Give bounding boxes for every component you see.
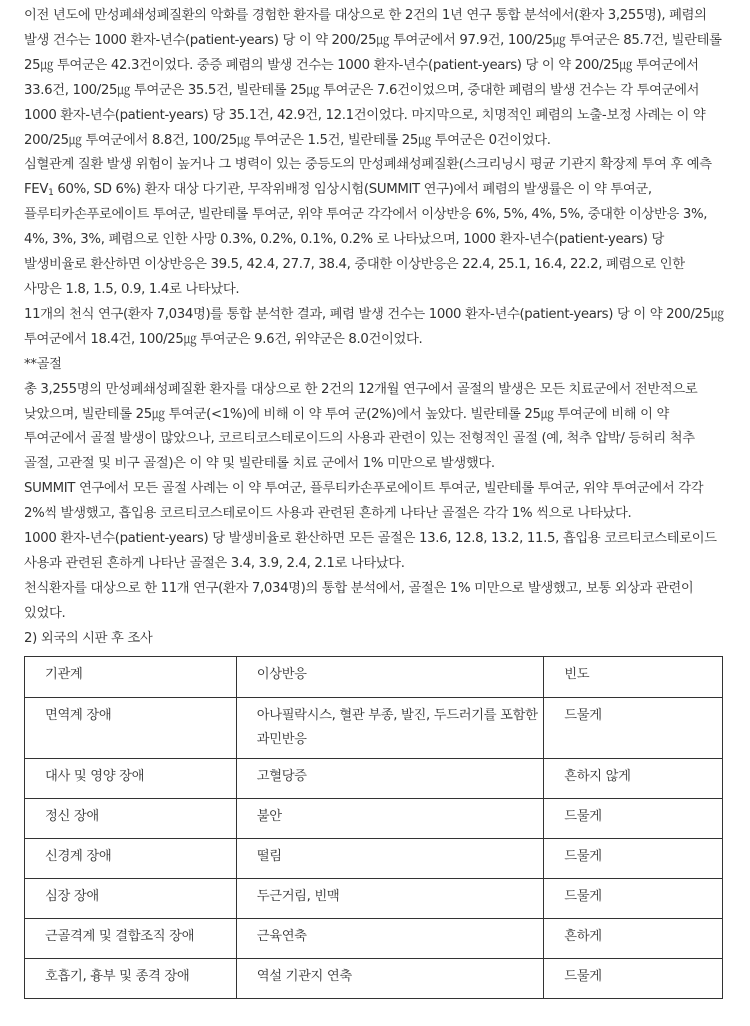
- table-row: [25, 838, 723, 878]
- fracture-heading: **골절: [24, 356, 62, 372]
- cell-adverse-reaction: 두근거림, 빈맥: [236, 878, 544, 918]
- paragraph-summit-fracture: SUMMIT 연구에서 모든 골절 사례는 이 약 투여군, 플루티카손푸로에이트 투여군, 빌란테롤 투여군, 위약 투여군에서 각각 2%씩 발생했고, 흡입용 코르티코스테로이드 사용과 관련된 흔하게 나타난 골절은 각각 1% 씩으로 나타났다.: [24, 481, 704, 522]
- cell-frequency: 드물게: [544, 798, 723, 838]
- cell-frequency: 흔하게: [544, 918, 723, 958]
- cell-adverse-reaction: 고혈당증: [236, 758, 544, 798]
- paragraph-asthma-pneumonia: 11개의 천식 연구(환자 7,034명)를 통합 분석한 결과, 폐렴 발생 건수는 1000 환자-년수(patient-years) 당 이 약 200/25㎍ 투여군에서 18.4건, 100/25㎍ 투여군은 9.6건, 위약군은 8.0건이었다.: [24, 306, 724, 347]
- paragraph-copd-pneumonia: 이전 년도에 만성폐쇄성폐질환의 악화를 경험한 환자를 대상으로 한 2건의 1년 연구 통합 분석에서(환자 3,255명), 폐렴의 발생 건수는 1000 환자-년수(patient-years) 당 이 약 200/25㎍ 투여군에서 97.9건, 100/25㎍ 투여군은 85.7건, 빌란테롤 25㎍ 투여군은 42.3건이었다. 중증 폐렴의 발생 건수는 1000 환자-년수(patient-years) 당 이 약 200/25㎍ 투여군에서 33.6건, 100/25㎍ 투여군은 35.5건, 빌란테롤 25㎍ 투여군은 7.6건이었으며, 중대한 폐렴의 발생 건수는 각 투여군에서 1000 환자-년수(patient-years) 당 35.1건, 42.9건, 12.1건이었다. 마지막으로, 치명적인 폐렴의 노출-보정 사례는 이 약 200/25㎍ 투여군에서 8.8건, 100/25㎍ 투여군은 1.5건, 빌란테롤 25㎍ 투여군은 0건이었다.: [24, 8, 722, 148]
- table-header-row: [25, 656, 723, 697]
- cell-organ-system: 정신 장애: [25, 798, 237, 838]
- cell-frequency: 드물게: [544, 958, 723, 998]
- section-heading: 2) 외국의 시판 후 조사: [24, 630, 153, 646]
- cell-adverse-reaction: 아나필락시스, 혈관 부종, 발진, 두드러기를 포함한 과민반응: [236, 697, 544, 758]
- table-row: [25, 878, 723, 918]
- fev-subscript: 1: [48, 188, 54, 199]
- paragraph-asthma-fracture: 천식환자를 대상으로 한 11개 연구(환자 7,034명)의 통합 분석에서, 골절은 1% 미만으로 발생했고, 보통 외상과 관련이 있었다.: [24, 580, 694, 621]
- summit-text-before: 심혈관계 질환 발생 위험이 높거나 그 병력이 있는 중등도의 만성폐쇄성폐질환(스크리닝시 평균 기관지 확장제 투여 후 예측 FEV: [24, 157, 712, 198]
- cell-organ-system: 신경계 장애: [25, 838, 237, 878]
- cell-adverse-reaction: 역설 기관지 연축: [236, 958, 544, 998]
- cell-organ-system: 심장 장애: [25, 878, 237, 918]
- table-row: [25, 798, 723, 838]
- paragraph-fracture-rate: 1000 환자-년수(patient-years) 당 발생비율로 환산하면 모든 골절은 13.6, 12.8, 13.2, 11.5, 흡입용 코르티코스테로이드 사용과 관련된 흔하게 나타난 골절은 3.4, 3.9, 2.4, 2.1로 나타났다.: [24, 531, 717, 571]
- cell-frequency: 드물게: [544, 838, 723, 878]
- adverse-reaction-table: [24, 656, 723, 999]
- cell-organ-system: 호흡기, 흉부 및 종격 장애: [25, 958, 237, 998]
- summit-text-after: 60%, SD 6%) 환자 대상 다기관, 무작위배정 임상시험(SUMMIT 연구)에서 폐렴의 발생률은 이 약 투여군, 플루티카손푸로에이트 투여군, 빌란테롤 투여군, 위약 투여군 각각에서 이상반응 6%, 5%, 4%, 5%, 중대한 이상반응 3%, 4%, 3%, 3%, 폐렴으로 인한 사망 0.3%, 0.2%, 0.1%, 0.2% 로 나타났으며, 1000 환자-년수(patient-years) 당 발생비율로 환산하면 이상반응은 39.5, 42.4, 27.7, 38.4, 중대한 이상반응은 22.4, 25.1, 16.4, 22.2, 폐렴으로 인한 사망은 1.8, 1.5, 0.9, 1.4로 나타났다.: [24, 182, 708, 297]
- header-organ-system: 기관계: [25, 656, 237, 697]
- cell-organ-system: 대사 및 영양 장애: [25, 758, 237, 798]
- table-row: [25, 958, 723, 998]
- cell-organ-system: 근골격계 및 결합조직 장애: [25, 918, 237, 958]
- cell-adverse-reaction: 불안: [236, 798, 544, 838]
- paragraph-summit-pneumonia: [24, 153, 726, 302]
- cell-adverse-reaction: 근육연축: [236, 918, 544, 958]
- cell-frequency: 드물게: [544, 697, 723, 758]
- paragraph-copd-fracture: 총 3,255명의 만성폐쇄성폐질환 환자를 대상으로 한 2건의 12개월 연구에서 골절의 발생은 모든 치료군에서 전반적으로 낮았으며, 빌란테롤 25㎍ 투여군(<1%)에 비해 이 약 투여 군(2%)에서 높았다. 빌란테롤 25㎍ 투여군에 비해 이 약 투여군에서 골절 발생이 많았으나, 코르티코스테로이드의 사용과 관련이 있는 전형적인 골절 (예, 척추 압박/ 등허리 척추 골절, 고관절 및 비구 골절)은 이 약 및 빌란테롤 치료 군에서 1% 미만으로 발생했다.: [24, 381, 698, 472]
- table-row: [25, 697, 723, 758]
- cell-adverse-reaction: 떨림: [236, 838, 544, 878]
- cell-frequency: 드물게: [544, 878, 723, 918]
- table-row: [25, 758, 723, 798]
- header-adverse-reaction: 이상반응: [236, 656, 544, 697]
- cell-organ-system: 면역계 장애: [25, 697, 237, 758]
- table-row: [25, 918, 723, 958]
- header-frequency: 빈도: [544, 656, 723, 697]
- cell-frequency: 흔하지 않게: [544, 758, 723, 798]
